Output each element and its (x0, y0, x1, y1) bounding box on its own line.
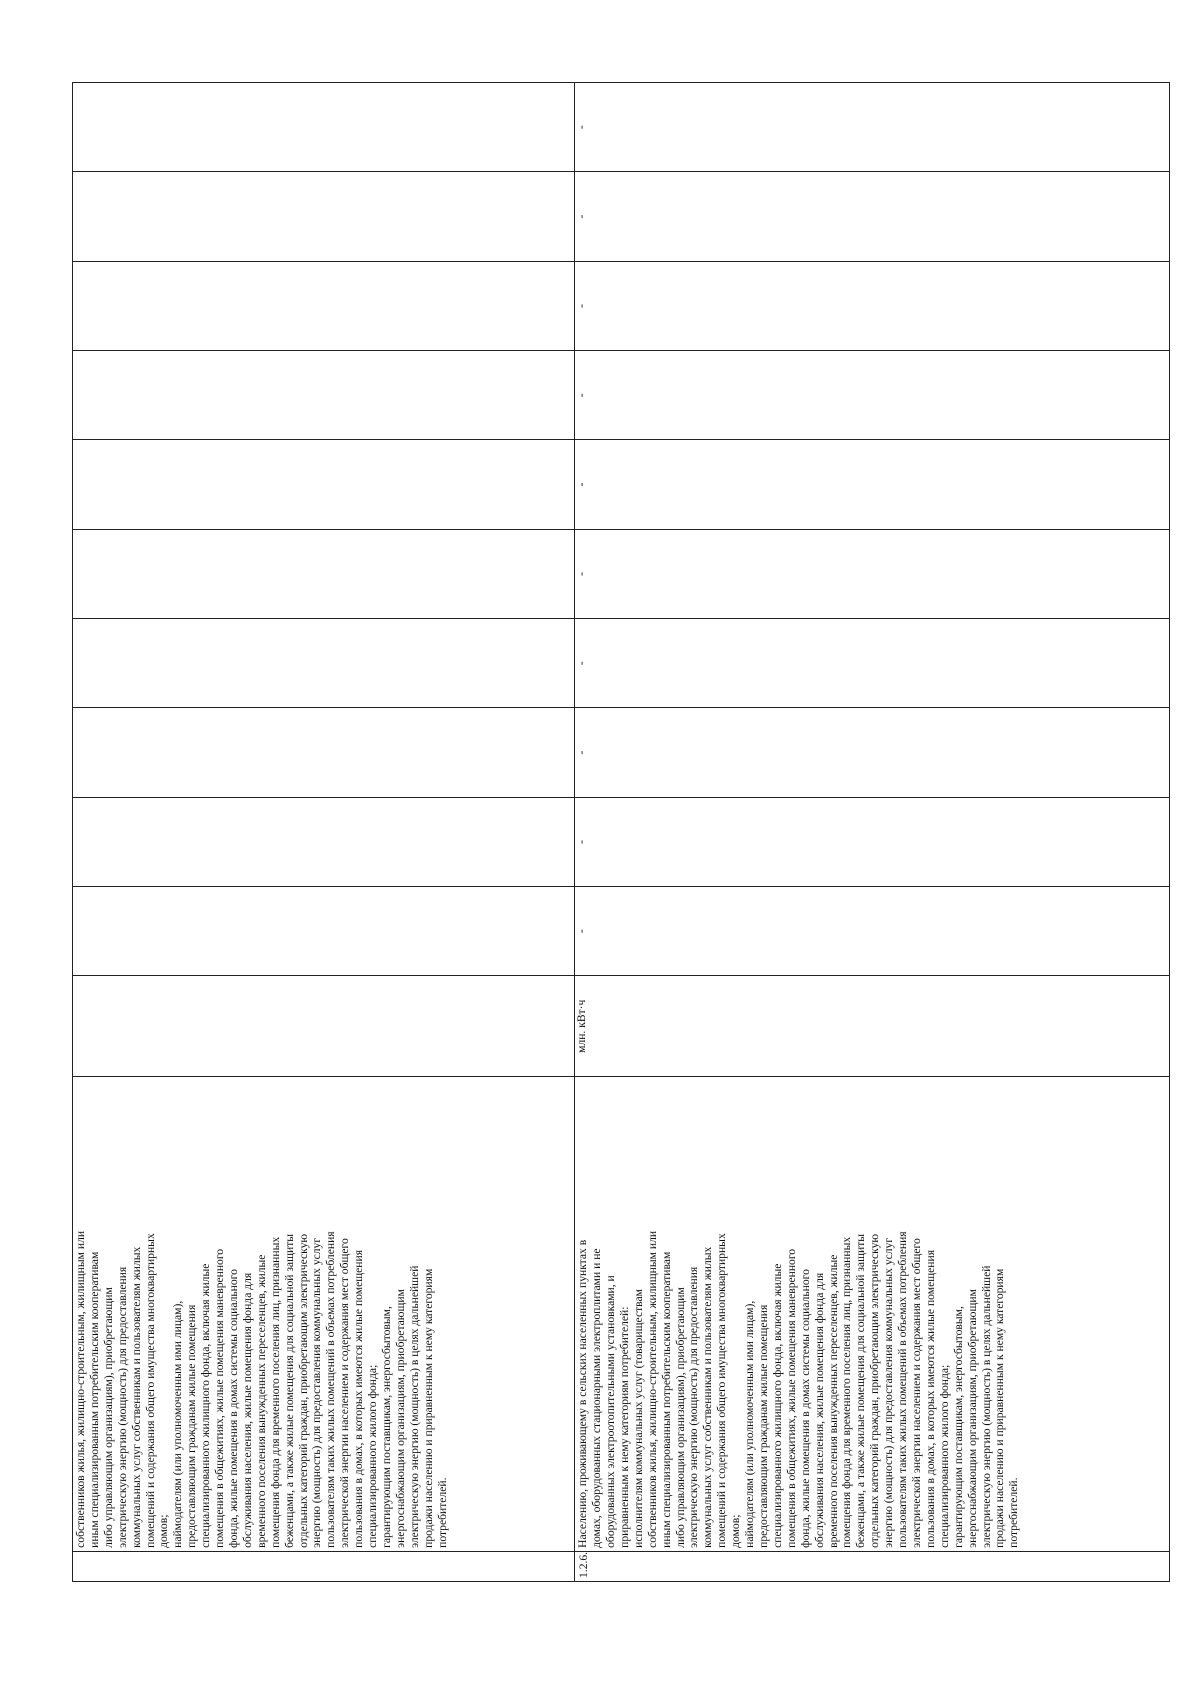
rotated-table-wrapper (72, 82, 1170, 1582)
value-cell (73, 261, 575, 350)
description-line: специализированного жилого фонда; (937, 1364, 951, 1548)
description-line: иным специализированным потребительским кооперативам (659, 1251, 673, 1548)
description-line: исполнителям коммунальных услуг (товариществам (631, 1289, 645, 1548)
description-line: электрическую энергию (мощность) для предоставления (115, 1266, 129, 1548)
description-line: фонда, жилые помещения в домах системы социального (226, 1269, 240, 1548)
row-number (73, 1552, 77, 1581)
tariff-table (72, 82, 1170, 1582)
description-line: приравненным к нему категориям потребителей: (617, 1306, 631, 1548)
value-cell (73, 351, 575, 440)
description-line: собственников жилья, жилищно-строительным, жилищным или (645, 1230, 659, 1548)
description-line: отдельных категорий граждан, приобретающим электрическую (296, 1233, 310, 1548)
description-line: потребителей. (1007, 1477, 1021, 1548)
unit-cell (73, 976, 575, 1077)
value-cell: - (575, 351, 1170, 440)
value-cell: - (575, 529, 1170, 618)
description-line: домов; (157, 1514, 171, 1548)
description-line: фонда, жилые помещения в домах системы социального (798, 1269, 812, 1548)
description-line: электрическую энергию (мощность) в целях дальнейшей (979, 1265, 993, 1548)
value-cell (73, 708, 575, 797)
description-line: помещения в общежитиях, жилые помещения маневренного (784, 1248, 798, 1548)
row-description-cell (575, 1077, 1170, 1552)
description-line: пользователям таких жилых помещений в объемах потребления (896, 1231, 910, 1548)
value-cell: - (575, 887, 1170, 976)
table-row (575, 83, 1170, 1582)
description-line: энергоснабжающим организациям, приобретающим (965, 1289, 979, 1548)
description-line: помещения в общежитиях, жилые помещения маневренного (213, 1248, 227, 1548)
value-cell (73, 440, 575, 529)
description-line: энергию (мощность) для предоставления коммунальных услуг (310, 1237, 324, 1548)
description-line: беженцами, а также жилые помещения для социальной защиты (854, 1233, 868, 1548)
value-cell (73, 619, 575, 708)
description-line: электрической энергии населением и содержания мест общего (909, 1238, 923, 1548)
description-line: помещений и содержания общего имущества многоквартирных (143, 1233, 157, 1548)
description-line: наймодателям (или уполномоченным ими лицам), (171, 1300, 185, 1548)
description-line: собственников жилья, жилищно-строительным, жилищным или (74, 1230, 87, 1548)
value-cell: - (575, 440, 1170, 529)
description-line: Населению, проживающему в сельских населенных пунктах в (576, 1239, 590, 1548)
description-line: гарантирующим поставщикам, энергосбытовым, (951, 1306, 965, 1548)
row-number-cell (575, 1551, 1170, 1581)
description-line: домов; (729, 1514, 743, 1548)
description-line: предоставляющим гражданам жилые помещения (757, 1304, 771, 1548)
value-cell (73, 172, 575, 261)
value-cell (73, 887, 575, 976)
description-line: помещений и содержания общего имущества многоквартирных (715, 1233, 729, 1548)
row-description (575, 1077, 1021, 1551)
description-line: электрической энергии населением и содержания мест общего (338, 1238, 352, 1548)
description-line: специализированного жилого фонда; (366, 1364, 380, 1548)
row-number-cell (73, 1551, 575, 1581)
description-line: продажи населению и приравненным к нему категориям (993, 1268, 1007, 1548)
description-line: пользования в домах, в которых имеются жилые помещения (923, 1249, 937, 1548)
description-line: электрическую энергию (мощность) в целях дальнейшей (407, 1265, 421, 1548)
description-line: продажи населению и приравненным к нему категориям (421, 1268, 435, 1548)
value-cell: - (575, 83, 1170, 172)
description-line: домах, оборудованных стационарными электроплитами и не (590, 1248, 604, 1548)
row-description-cell (73, 1077, 575, 1552)
row-description (73, 1077, 449, 1551)
description-line: энергию (мощность) для предоставления коммунальных услуг (882, 1237, 896, 1548)
description-line: обслуживания населения, жилые помещения фонда для (240, 1272, 254, 1548)
unit-cell (575, 976, 1170, 1077)
description-line: энергоснабжающим организациям, приобретающим (393, 1289, 407, 1548)
description-line: помещения фонда для временного поселения лиц, признанных (840, 1236, 854, 1548)
description-line: гарантирующим поставщикам, энергосбытовым, (379, 1306, 393, 1548)
unit-label: млн. кВт·ч (575, 999, 589, 1053)
value-cell (73, 797, 575, 886)
description-line: оборудованных электроотопительными установками, и (604, 1275, 618, 1548)
description-line: помещения фонда для временного поселения лиц, признанных (268, 1236, 282, 1548)
table-row (73, 83, 575, 1582)
value-cell: - (575, 172, 1170, 261)
value-cell: - (575, 261, 1170, 350)
description-line: специализированного жилищного фонда, включая жилые (770, 1263, 784, 1548)
value-cell: - (575, 708, 1170, 797)
description-line: временного поселения вынужденных переселенцев, жилые (826, 1254, 840, 1548)
description-line: коммунальных услуг собственникам и пользователям жилых (701, 1246, 715, 1548)
row-number: 1.2.6. (577, 1551, 591, 1578)
description-line: специализированного жилищного фонда, включая жилые (199, 1263, 213, 1548)
description-line: пользователям таких жилых помещений в объемах потребления (324, 1231, 338, 1548)
description-line: коммунальных услуг собственникам и пользователям жилых (129, 1246, 143, 1548)
description-line: либо управляющим организациям), приобретающим (673, 1287, 687, 1548)
description-line: беженцами, а также жилые помещения для социальной защиты (282, 1233, 296, 1548)
value-cell (73, 529, 575, 618)
description-line: электрическую энергию (мощность) для предоставления (687, 1266, 701, 1548)
value-cell (73, 83, 575, 172)
description-line: обслуживания населения, жилые помещения фонда для (812, 1272, 826, 1548)
description-line: предоставляющим гражданам жилые помещения (185, 1304, 199, 1548)
description-line: пользования в домах, в которых имеются жилые помещения (352, 1249, 366, 1548)
description-line: либо управляющим организациям), приобретающим (101, 1287, 115, 1548)
description-line: иным специализированным потребительским кооперативам (87, 1251, 101, 1548)
description-line: потребителей. (435, 1477, 449, 1548)
description-line: отдельных категорий граждан, приобретающим электрическую (868, 1233, 882, 1548)
value-cell: - (575, 797, 1170, 886)
value-cell: - (575, 619, 1170, 708)
description-line: временного поселения вынужденных переселенцев, жилые (254, 1254, 268, 1548)
description-line: наймодателям (или уполномоченным ими лицам), (743, 1300, 757, 1548)
